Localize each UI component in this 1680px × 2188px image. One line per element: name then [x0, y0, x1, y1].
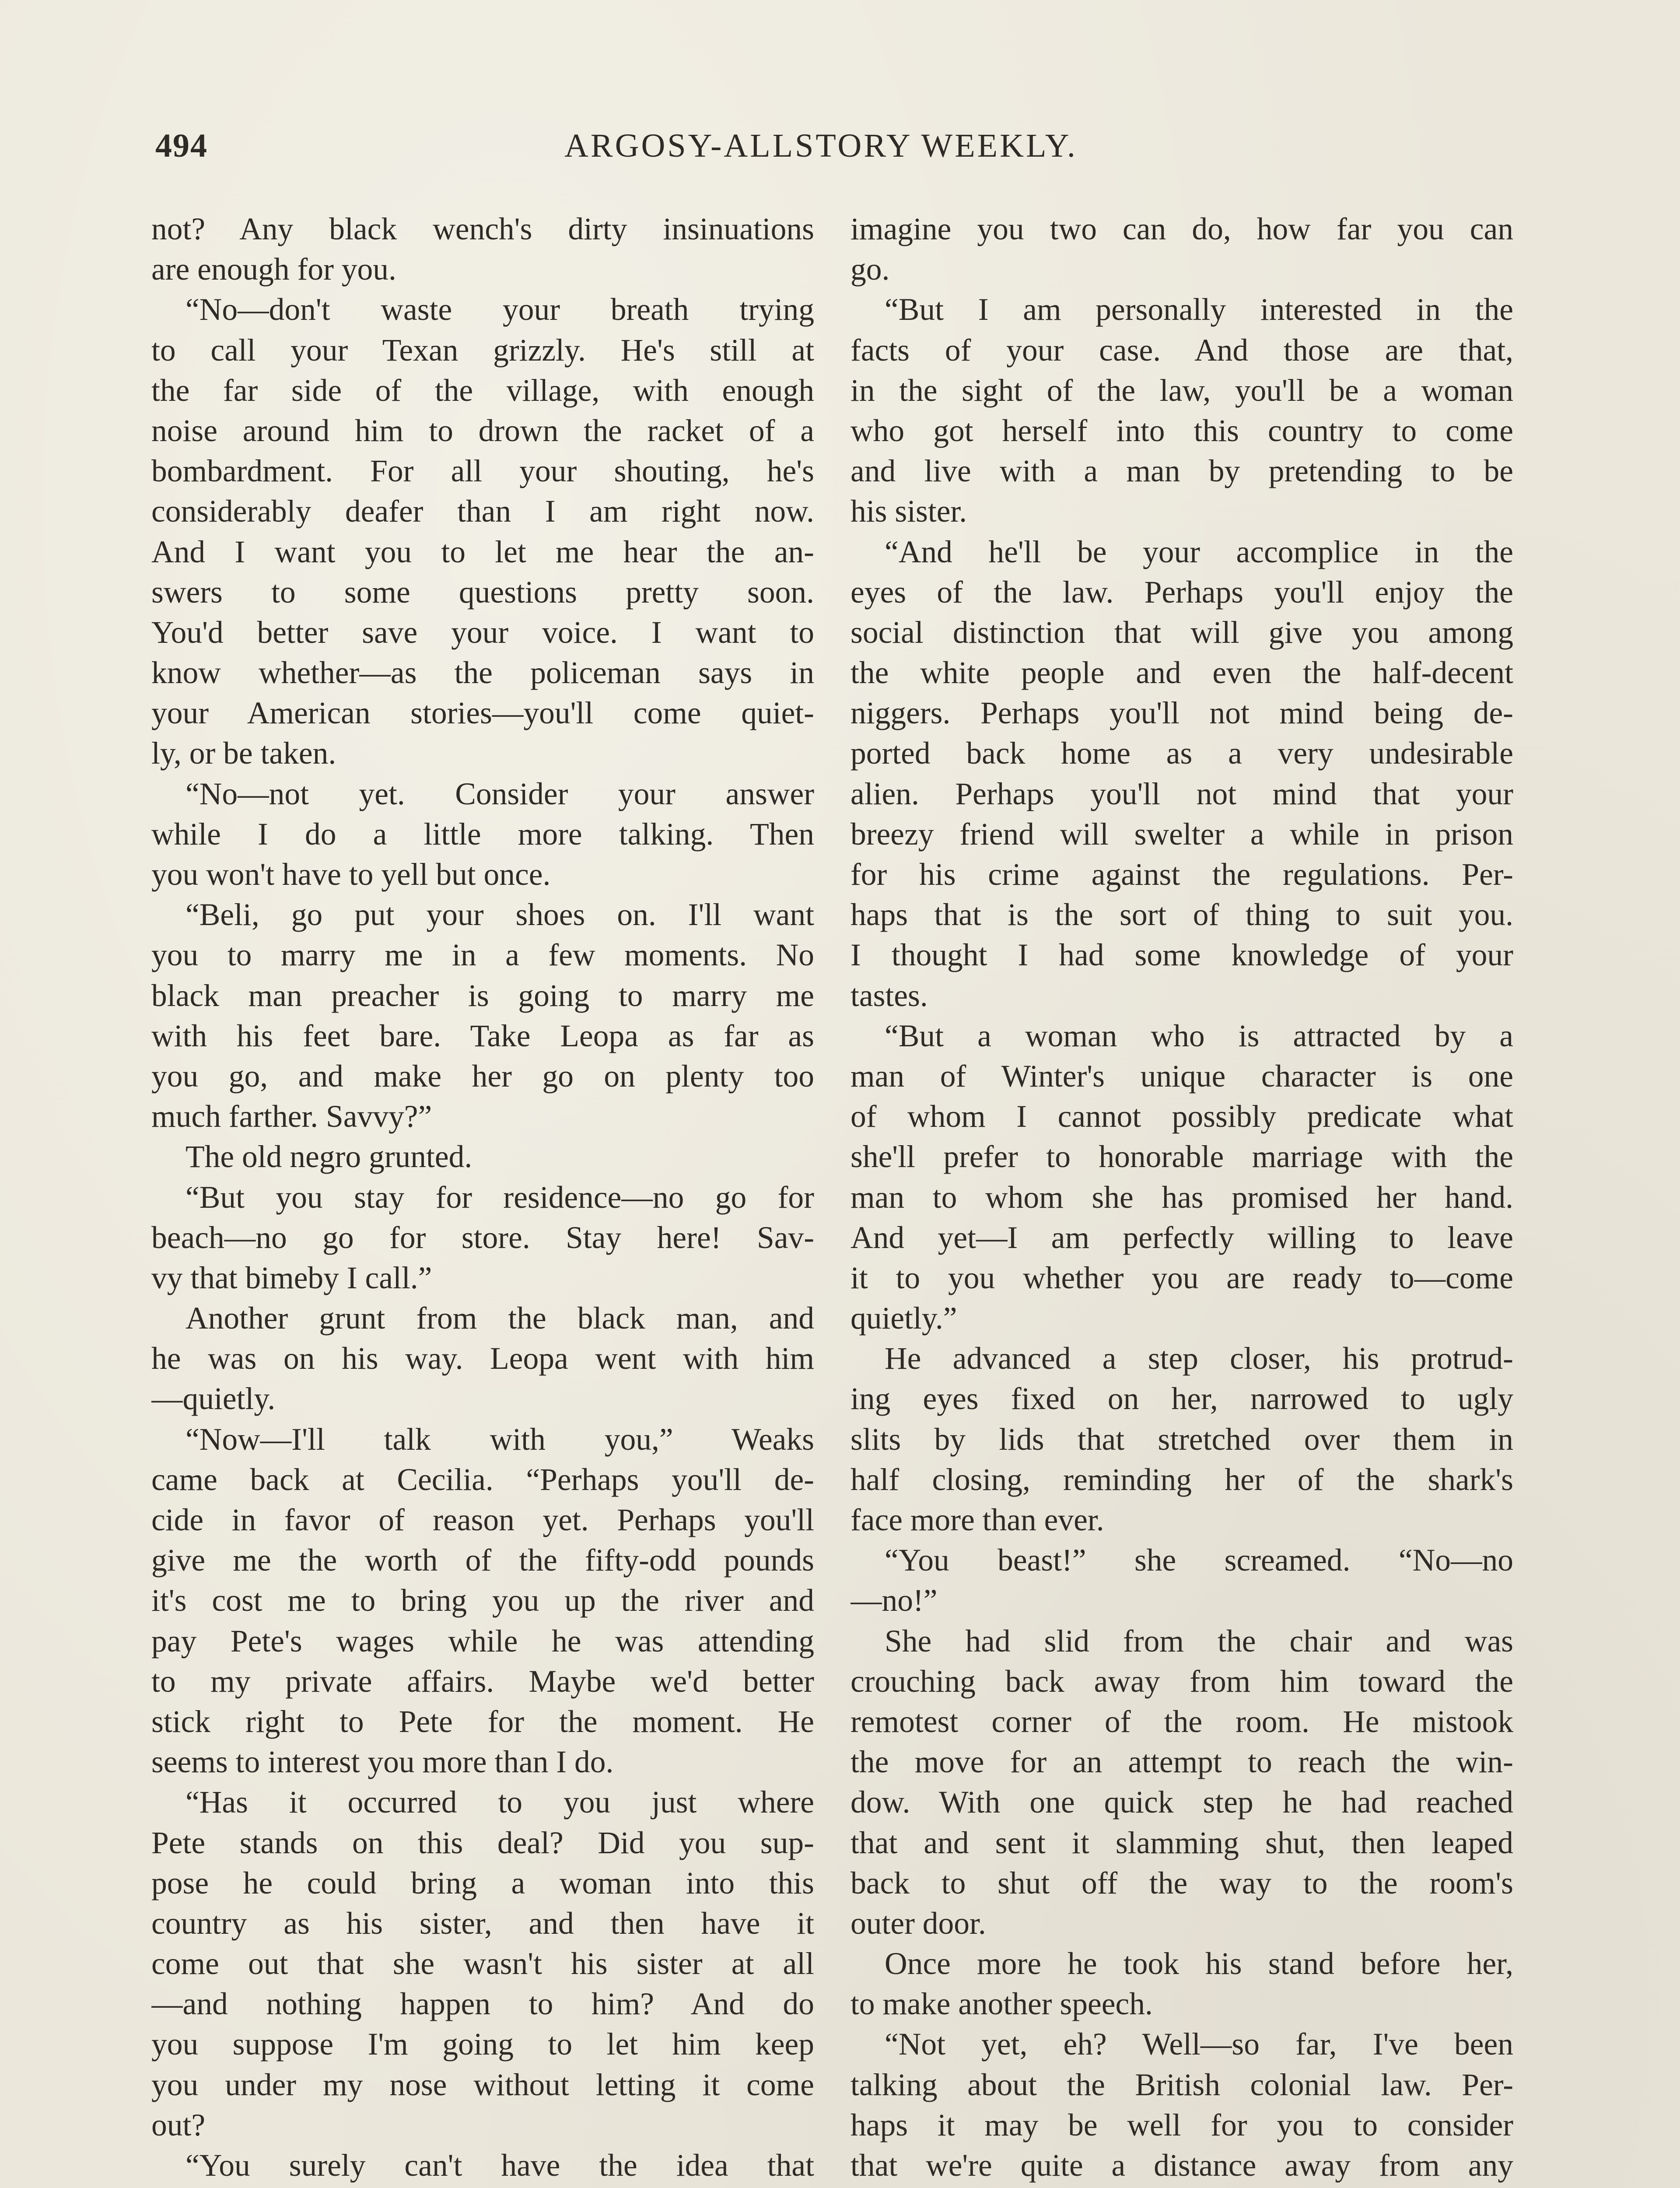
text-line: “But I am personally interested in the — [885, 292, 1513, 327]
text-line: swers to some questions pretty soon. — [151, 575, 814, 610]
text-line: “Beli, go put your shoes on. I'll want — [186, 898, 814, 933]
text-line: pose he could bring a woman into this — [151, 1865, 814, 1900]
text-line: it to you whether you are ready to—come — [850, 1260, 1513, 1295]
text-line — [850, 2186, 1513, 2188]
text-line: man of Winter's unique character is one — [850, 1059, 1513, 1094]
text-line: to make another speech. — [850, 1987, 1153, 2022]
text-line: to call your Texan grizzly. He's still at — [151, 333, 814, 368]
text-line: talking about the British colonial law. Per- — [850, 2067, 1513, 2102]
text-line: “And he'll be your accomplice in the — [885, 534, 1513, 569]
text-line: The old negro grunted. — [186, 1140, 472, 1175]
text-line: quietly.” — [850, 1301, 957, 1336]
text-line: “No—not yet. Consider your answer — [186, 776, 814, 811]
text-line: He advanced a step closer, his protrud- — [885, 1341, 1513, 1376]
text-line: slits by lids that stretched over them in — [850, 1422, 1513, 1457]
text-line: crouching back away from him toward the — [850, 1664, 1513, 1699]
text-line: you under my nose without letting it come — [151, 2067, 814, 2102]
text-line: go. — [850, 252, 890, 287]
text-line: She had slid from the chair and was — [885, 1623, 1513, 1659]
text-line: for his crime against the regulations. Per- — [850, 857, 1513, 892]
text-line: the white people and even the half-decent — [850, 656, 1513, 691]
text-line: you won't have to yell but once. — [151, 857, 551, 892]
text-line: she'll prefer to honorable marriage with the — [850, 1140, 1513, 1175]
text-line: you go, and make her go on plenty too — [151, 1059, 814, 1094]
text-line: And yet—I am perfectly willing to leave — [850, 1220, 1513, 1255]
text-line: —no!” — [850, 1583, 938, 1618]
text-line: “Has it occurred to you just where — [186, 1785, 814, 1820]
text-line: “You surely can't have the idea that — [186, 2148, 814, 2183]
text-line: tastes. — [850, 978, 928, 1013]
text-line: And I want you to let me hear the an- — [151, 534, 814, 569]
text-line: came back at Cecilia. “Perhaps you'll de- — [151, 1462, 814, 1497]
text-line: you suppose I'm going to let him keep — [151, 2027, 814, 2062]
text-line: cide in favor of reason yet. Perhaps you'll — [151, 1503, 814, 1537]
text-line: give me the worth of the fifty-odd pounds — [151, 1543, 814, 1578]
text-line: “You beast!” she screamed. “No—no — [885, 1543, 1513, 1578]
text-line: outer door. — [850, 1906, 986, 1941]
text-line: to my private affairs. Maybe we'd better — [151, 1664, 814, 1699]
text-line: black man preacher is going to marry me — [151, 978, 814, 1013]
text-line: he was on his way. Leopa went with him — [151, 1341, 814, 1376]
text-line: half closing, reminding her of the shark's — [850, 1462, 1513, 1497]
text-line: that and sent it slamming shut, then leaped — [850, 1825, 1513, 1860]
text-line: haps it may be well for you to consider — [850, 2107, 1513, 2142]
text-line: considerably deafer than I am right now. — [151, 494, 814, 529]
text-line: are enough for you. — [151, 252, 396, 287]
text-line: eyes of the law. Perhaps you'll enjoy the — [850, 575, 1513, 610]
text-line: noise around him to drown the racket of a — [151, 413, 814, 448]
text-line: social distinction that will give you among — [850, 615, 1513, 650]
text-line: come out that she wasn't his sister at all — [151, 1946, 814, 1981]
text-line: Once more he took his stand before her, — [885, 1946, 1513, 1981]
text-line — [151, 2186, 814, 2188]
text-line: “Not yet, eh? Well—so far, I've been — [885, 2027, 1513, 2062]
text-line: pay Pete's wages while he was attending — [151, 1623, 814, 1659]
text-line: Another grunt from the black man, and — [186, 1301, 814, 1336]
text-line: his sister. — [850, 494, 967, 529]
text-line: know whether—as the policeman says in — [151, 656, 814, 691]
page-header — [155, 127, 1087, 175]
text-line: haps that is the sort of thing to suit you. — [850, 898, 1513, 933]
text-line: seems to interest you more than I do. — [151, 1745, 614, 1780]
text-line: while I do a little more talking. Then — [151, 817, 814, 852]
page-number: 494 — [155, 127, 208, 164]
text-line: man to whom she has promised her hand. — [850, 1180, 1513, 1215]
text-line: You'd better save your voice. I want to — [151, 615, 814, 650]
text-line: with his feet bare. Take Leopa as far as — [151, 1018, 814, 1053]
text-line: of whom I cannot possibly predicate what — [850, 1099, 1513, 1134]
text-line: the far side of the village, with enough — [151, 373, 814, 408]
text-line: it's cost me to bring you up the river and — [151, 1583, 814, 1618]
text-line: much farther. Savvy?” — [151, 1099, 432, 1134]
text-column-left — [151, 209, 814, 2188]
text-line: niggers. Perhaps you'll not mind being de- — [850, 696, 1513, 731]
text-line: ported back home as a very undesirable — [850, 736, 1513, 771]
text-line: alien. Perhaps you'll not mind that your — [850, 776, 1513, 811]
text-line: ly, or be taken. — [151, 736, 336, 771]
text-line: beach—no go for store. Stay here! Sav- — [151, 1220, 814, 1255]
text-line: “No—don't waste your breath trying — [186, 292, 814, 327]
text-line: dow. With one quick step he had reached — [850, 1785, 1513, 1820]
text-line: and live with a man by pretending to be — [850, 454, 1513, 489]
text-line: remotest corner of the room. He mistook — [850, 1704, 1513, 1739]
text-line: out? — [151, 2107, 206, 2142]
text-line: bombardment. For all your shouting, he's — [151, 454, 814, 489]
text-line: you to marry me in a few moments. No — [151, 938, 814, 973]
text-line: your American stories—you'll come quiet- — [151, 696, 814, 731]
text-line: face more than ever. — [850, 1503, 1104, 1537]
text-line: breezy friend will swelter a while in prison — [850, 817, 1513, 852]
text-line: country as his sister, and then have it — [151, 1906, 814, 1941]
text-column-right — [850, 209, 1513, 2188]
text-line: I thought I had some knowledge of your — [850, 938, 1513, 973]
text-line: stick right to Pete for the moment. He — [151, 1704, 814, 1739]
text-line: not? Any black wench's dirty insinuations — [151, 212, 814, 246]
text-line: ing eyes fixed on her, narrowed to ugly — [850, 1382, 1513, 1417]
text-line: facts of your case. And those are that, — [850, 333, 1513, 368]
text-line: “But you stay for residence—no go for — [186, 1180, 814, 1215]
text-line: that we're quite a distance away from any — [850, 2148, 1513, 2183]
text-line: —and nothing happen to him? And do — [151, 1987, 814, 2022]
text-line: “Now—I'll talk with you,” Weaks — [186, 1422, 814, 1457]
text-line: vy that bimeby I call.” — [151, 1260, 432, 1295]
text-line: Pete stands on this deal? Did you sup- — [151, 1825, 814, 1860]
text-line: who got herself into this country to come — [850, 413, 1513, 448]
text-line: in the sight of the law, you'll be a woman — [850, 373, 1513, 408]
running-title: ARGOSY-ALLSTORY WEEKLY. — [564, 127, 1078, 164]
text-line: imagine you two can do, how far you can — [850, 212, 1513, 246]
text-line: —quietly. — [151, 1382, 276, 1417]
text-line: the move for an attempt to reach the win- — [850, 1745, 1513, 1780]
text-line: “But a woman who is attracted by a — [885, 1018, 1513, 1053]
text-line: back to shut off the way to the room's — [850, 1865, 1513, 1900]
